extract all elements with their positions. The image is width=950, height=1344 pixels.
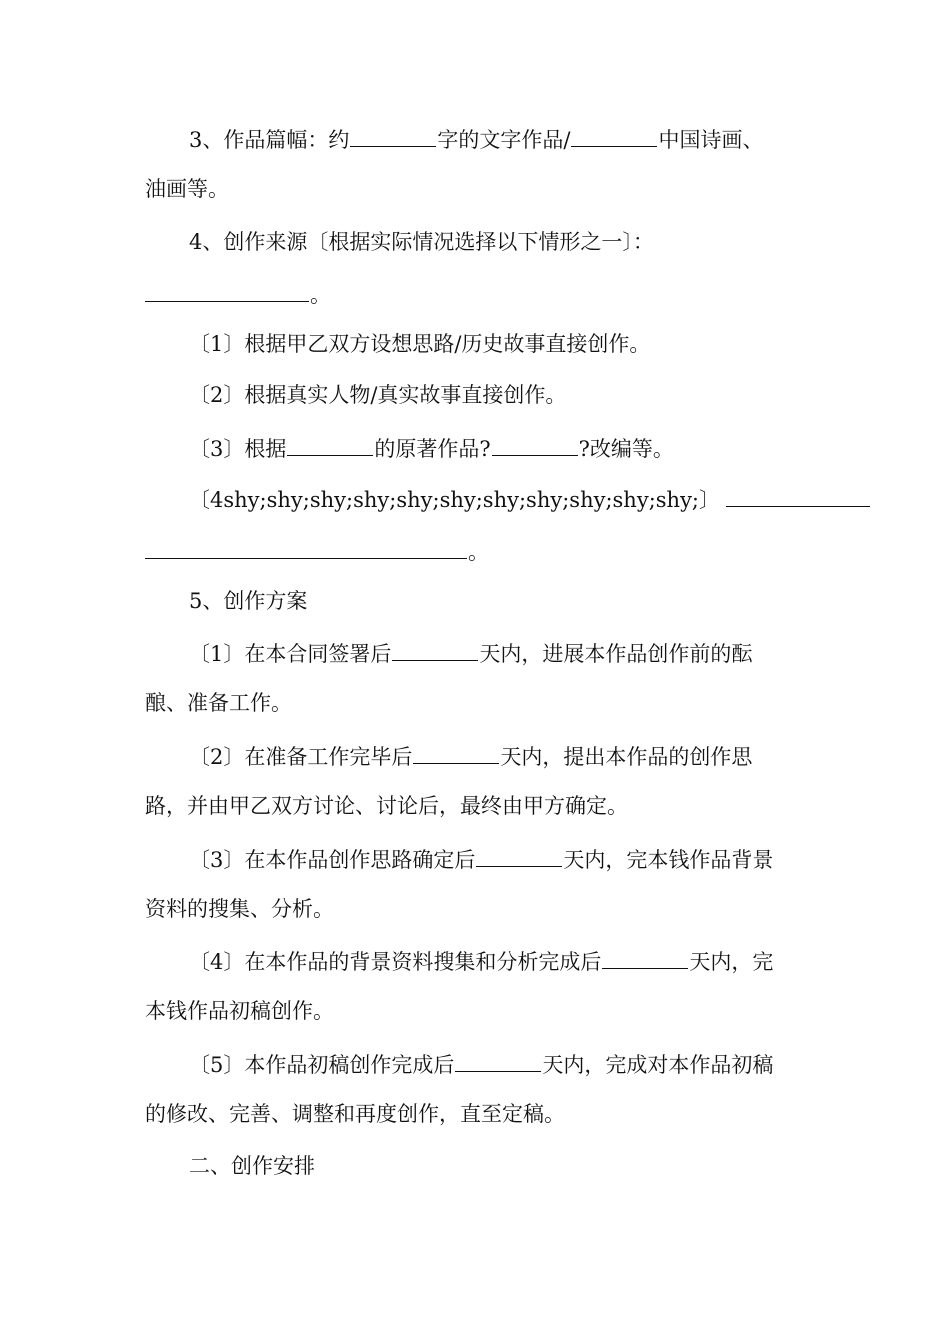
para-5-2-line-2 [145,792,805,820]
para-5-text: 5、创作方案 [189,589,308,613]
para-5-4-line-2 [145,997,805,1025]
para-4-1-text: 〔1〕根据甲乙双方设想思路/历史故事直接创作。 [189,332,651,356]
section-2-heading [189,1152,805,1180]
para-5-3-line-1 [189,844,805,874]
fill-blank-source[interactable] [145,279,309,302]
para-5-5-text-c: 的修改、完善、调整和再度创作，直至定稿。 [145,1102,565,1126]
para-5-1-line-2 [145,689,805,717]
para-5-2-text-c: 路，并由甲乙双方讨论、讨论后，最终由甲方确定。 [145,794,628,818]
fill-blank-days-5[interactable] [455,1049,541,1072]
para-5-2-text-b: 天内，提出本作品的创作思 [500,745,753,769]
para-5-1-line-1 [189,638,805,668]
para-5-3-line-2 [145,895,805,923]
para-5-heading [189,587,805,615]
para-5-5-text-b: 天内，完成对本作品初稿 [542,1053,774,1077]
para-4-4-text-a: 〔4shy;shy;shy;shy;shy;shy;shy;shy;shy;shy;shy;〕 [189,488,721,512]
para-3-text-c: 中国诗画、 [658,128,764,152]
para-5-4-text-a: 〔4〕在本作品的背景资料搜集和分析完成后 [189,950,602,974]
para-5-4-text-b: 天内，完 [689,950,774,974]
para-4-line-2 [145,279,805,309]
para-3-text-d: 油画等。 [145,177,229,201]
fill-blank-artwork[interactable] [571,124,657,147]
para-5-1-text-c: 酿、准备工作。 [145,691,292,715]
fill-blank-other-1[interactable] [726,484,870,507]
para-4-line-1 [189,228,805,256]
para-5-1-text-a: 〔1〕在本合同签署后 [189,642,392,666]
para-4-2-text: 〔2〕根据真实人物/真实故事直接创作。 [189,383,567,407]
fill-blank-days-4[interactable] [602,946,688,969]
para-5-1-text-b: 天内，进展本作品创作前的酝 [479,642,753,666]
para-4-3-text-c: ?改编等。 [578,437,674,461]
para-4-2 [189,381,805,409]
para-3-line-1 [189,124,805,154]
para-4-4-text-b: 。 [468,540,489,564]
para-3-text-b: 字的文字作品/ [437,128,571,152]
para-4-text-b: 。 [310,283,331,307]
fill-blank-original-author[interactable] [287,433,373,456]
fill-blank-days-2[interactable] [413,741,499,764]
para-5-4-line-1 [189,946,805,976]
section-2-text: 二、创作安排 [189,1154,315,1178]
fill-blank-original-title[interactable] [492,433,578,456]
para-4-3 [189,433,805,463]
para-3-text-a: 3、作品篇幅：约 [189,128,350,152]
para-5-3-text-b: 天内，完本钱作品背景 [563,848,774,872]
fill-blank-word-count[interactable] [350,124,436,147]
para-4-3-text-b: 的原著作品? [374,437,491,461]
para-5-4-text-c: 本钱作品初稿创作。 [145,999,334,1023]
fill-blank-days-3[interactable] [476,844,562,867]
para-4-4-line-1 [189,484,805,514]
fill-blank-days-1[interactable] [392,638,478,661]
para-5-3-text-c: 资料的搜集、分析。 [145,897,334,921]
para-3-line-2 [145,175,805,203]
para-4-3-text-a: 〔3〕根据 [189,437,287,461]
para-5-5-text-a: 〔5〕本作品初稿创作完成后 [189,1053,455,1077]
para-5-5-line-2 [145,1100,805,1128]
para-5-3-text-a: 〔3〕在本作品创作思路确定后 [189,848,476,872]
para-5-5-line-1 [189,1049,805,1079]
para-4-text-a: 4、创作来源〔根据实际情况选择以下情形之一〕： [189,230,654,254]
para-4-4-line-2 [145,536,805,566]
para-4-1 [189,330,805,358]
para-5-2-text-a: 〔2〕在准备工作完毕后 [189,745,413,769]
fill-blank-other-2[interactable] [145,536,467,559]
para-5-2-line-1 [189,741,805,771]
